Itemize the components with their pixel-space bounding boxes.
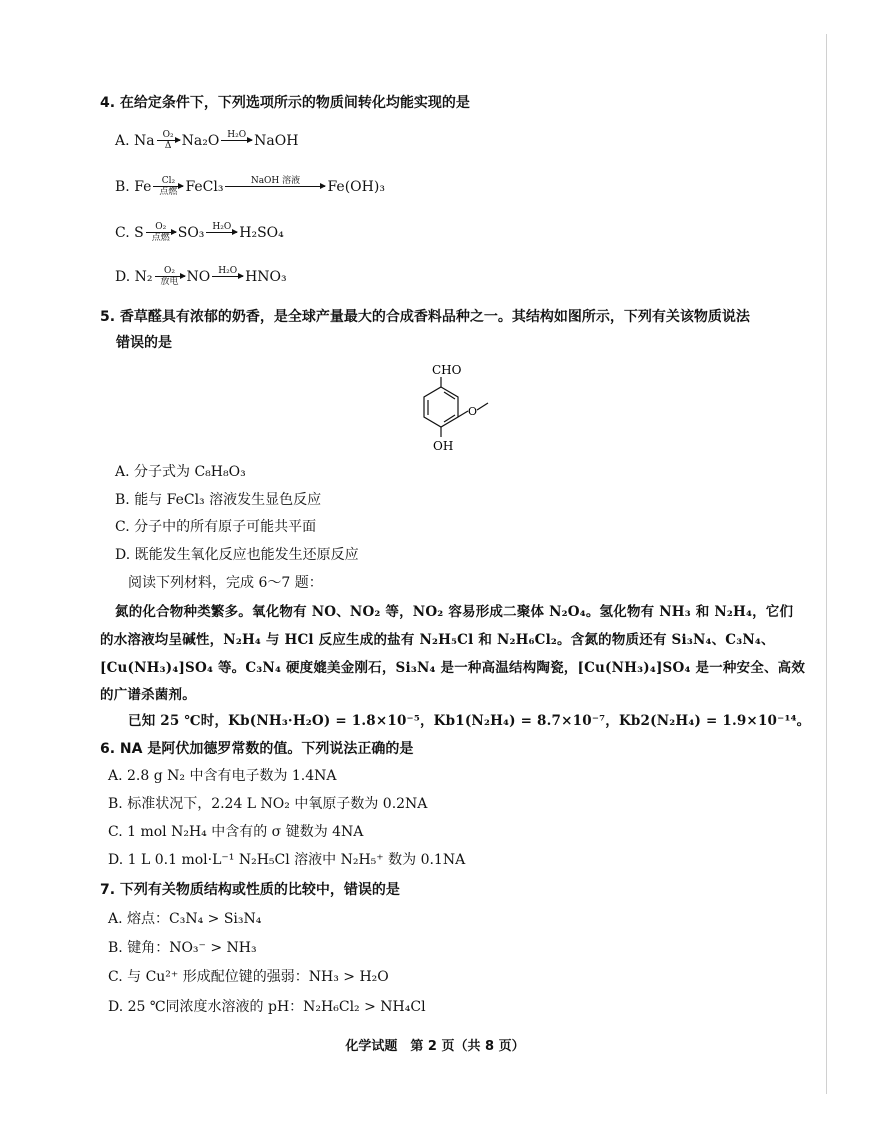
vanillin-structure bbox=[410, 360, 500, 464]
page-edge-rule bbox=[826, 34, 827, 1094]
q6-option-a[interactable]: A. 2.8 g N₂ 中含有电子数为 1.4NA bbox=[108, 768, 337, 784]
q6-stem: 6. NA 是阿伏加德罗常数的值。下列说法正确的是 bbox=[100, 741, 414, 757]
material-intro: 阅读下列材料，完成 6～7 题： bbox=[128, 575, 323, 591]
q4-d-mid: NO bbox=[186, 268, 211, 285]
q4-b-product: Fe(OH)₃ bbox=[327, 178, 385, 195]
page-footer: 化学试题 第 2 页（共 8 页） bbox=[345, 1039, 525, 1054]
material-line-5: 已知 25 ℃时，Kb(NH₃·H₂O) = 1.8×10⁻⁵，Kb1(N₂H₄) = 8.7×10⁻⁷，Kb2(N₂H₄) = 1.9×10⁻¹⁴。 bbox=[128, 713, 811, 729]
reaction-arrow-icon: H₂O bbox=[212, 266, 243, 287]
q4-d-reactant: D. N₂ bbox=[115, 268, 153, 285]
q6-option-c[interactable]: C. 1 mol N₂H₄ 中含有的 σ 键数为 4NA bbox=[108, 824, 364, 840]
q4-option-b[interactable] bbox=[115, 176, 385, 197]
reaction-arrow-icon: O₂ 点燃 bbox=[146, 222, 176, 243]
q4-c-product: H₂SO₄ bbox=[239, 224, 284, 241]
oh-label: OH bbox=[433, 439, 454, 453]
q4-c-mid: SO₃ bbox=[177, 224, 205, 241]
reaction-arrow-icon: O₂ 放电 bbox=[155, 266, 185, 287]
material-line-4: 的广谱杀菌剂。 bbox=[100, 687, 196, 703]
q4-stem: 4. 在给定条件下，下列选项所示的物质间转化均能实现的是 bbox=[100, 95, 470, 111]
reaction-arrow-icon: H₂O bbox=[206, 222, 237, 243]
q7-option-d[interactable]: D. 25 ℃同浓度水溶液的 pH：N₂H₆Cl₂ > NH₄Cl bbox=[108, 999, 426, 1015]
reaction-arrow-icon: O₂ Δ bbox=[157, 130, 180, 151]
material-line-1: 氮的化合物种类繁多。氧化物有 NO、NO₂ 等，NO₂ 容易形成二聚体 N₂O₄。氢化物有 NH₃ 和 N₂H₄，它们 bbox=[115, 604, 794, 620]
reaction-arrow-icon: Cl₂ 点燃 bbox=[153, 176, 183, 197]
cho-label: CHO bbox=[432, 363, 462, 377]
q4-c-reactant: C. S bbox=[115, 224, 144, 241]
q4-option-a[interactable] bbox=[115, 130, 298, 151]
q7-option-a[interactable]: A. 熔点：C₃N₄ > Si₃N₄ bbox=[108, 911, 262, 927]
q4-a-mid: Na₂O bbox=[181, 132, 220, 149]
q5-option-c[interactable]: C. 分子中的所有原子可能共平面 bbox=[115, 519, 317, 535]
q6-option-d[interactable]: D. 1 L 0.1 mol·L⁻¹ N₂H₅Cl 溶液中 N₂H₅⁺ 数为 0.1NA bbox=[108, 852, 466, 868]
material-line-3: [Cu(NH₃)₄]SO₄ 等。C₃N₄ 硬度媲美金刚石，Si₃N₄ 是一种高温结构陶瓷，[Cu(NH₃)₄]SO₄ 是一种安全、高效 bbox=[100, 660, 806, 676]
q7-option-b[interactable]: B. 键角：NO₃⁻ > NH₃ bbox=[108, 940, 257, 956]
q4-b-mid: FeCl₃ bbox=[185, 178, 224, 195]
q4-option-d[interactable] bbox=[115, 266, 287, 287]
q4-option-c[interactable] bbox=[115, 222, 284, 243]
material-line-2: 的水溶液均呈碱性，N₂H₄ 与 HCl 反应生成的盐有 N₂H₅Cl 和 N₂H₆Cl₂。含氮的物质还有 Si₃N₄、C₃N₄、 bbox=[100, 632, 775, 648]
q6-option-b[interactable]: B. 标准状况下，2.24 L NO₂ 中氧原子数为 0.2NA bbox=[108, 796, 428, 812]
q5-option-a[interactable]: A. 分子式为 C₈H₈O₃ bbox=[115, 464, 246, 480]
q4-b-reactant: B. Fe bbox=[115, 178, 152, 195]
q4-a-product: NaOH bbox=[254, 132, 299, 149]
q5-option-b[interactable]: B. 能与 FeCl₃ 溶液发生显色反应 bbox=[115, 492, 322, 508]
svg-text:O: O bbox=[468, 405, 478, 418]
q4-d-product: HNO₃ bbox=[245, 268, 287, 285]
q4-a-reactant: A. Na bbox=[115, 132, 155, 149]
q5-stem: 5. 香草醛具有浓郁的奶香，是全球产量最大的合成香料品种之一。其结构如图所示，下列有关该物质说法 bbox=[100, 309, 750, 325]
q5-option-d[interactable]: D. 既能发生氧化反应也能发生还原反应 bbox=[115, 547, 359, 563]
q7-option-c[interactable]: C. 与 Cu²⁺ 形成配位键的强弱：NH₃ > H₂O bbox=[108, 969, 389, 985]
q5-stem-cont: 错误的是 bbox=[116, 335, 172, 351]
vanillin-structure-icon bbox=[410, 360, 500, 460]
reaction-arrow-icon: NaOH 溶液 bbox=[225, 176, 325, 197]
q7-stem: 7. 下列有关物质结构或性质的比较中，错误的是 bbox=[100, 882, 400, 898]
reaction-arrow-icon: H₂O bbox=[221, 130, 252, 151]
